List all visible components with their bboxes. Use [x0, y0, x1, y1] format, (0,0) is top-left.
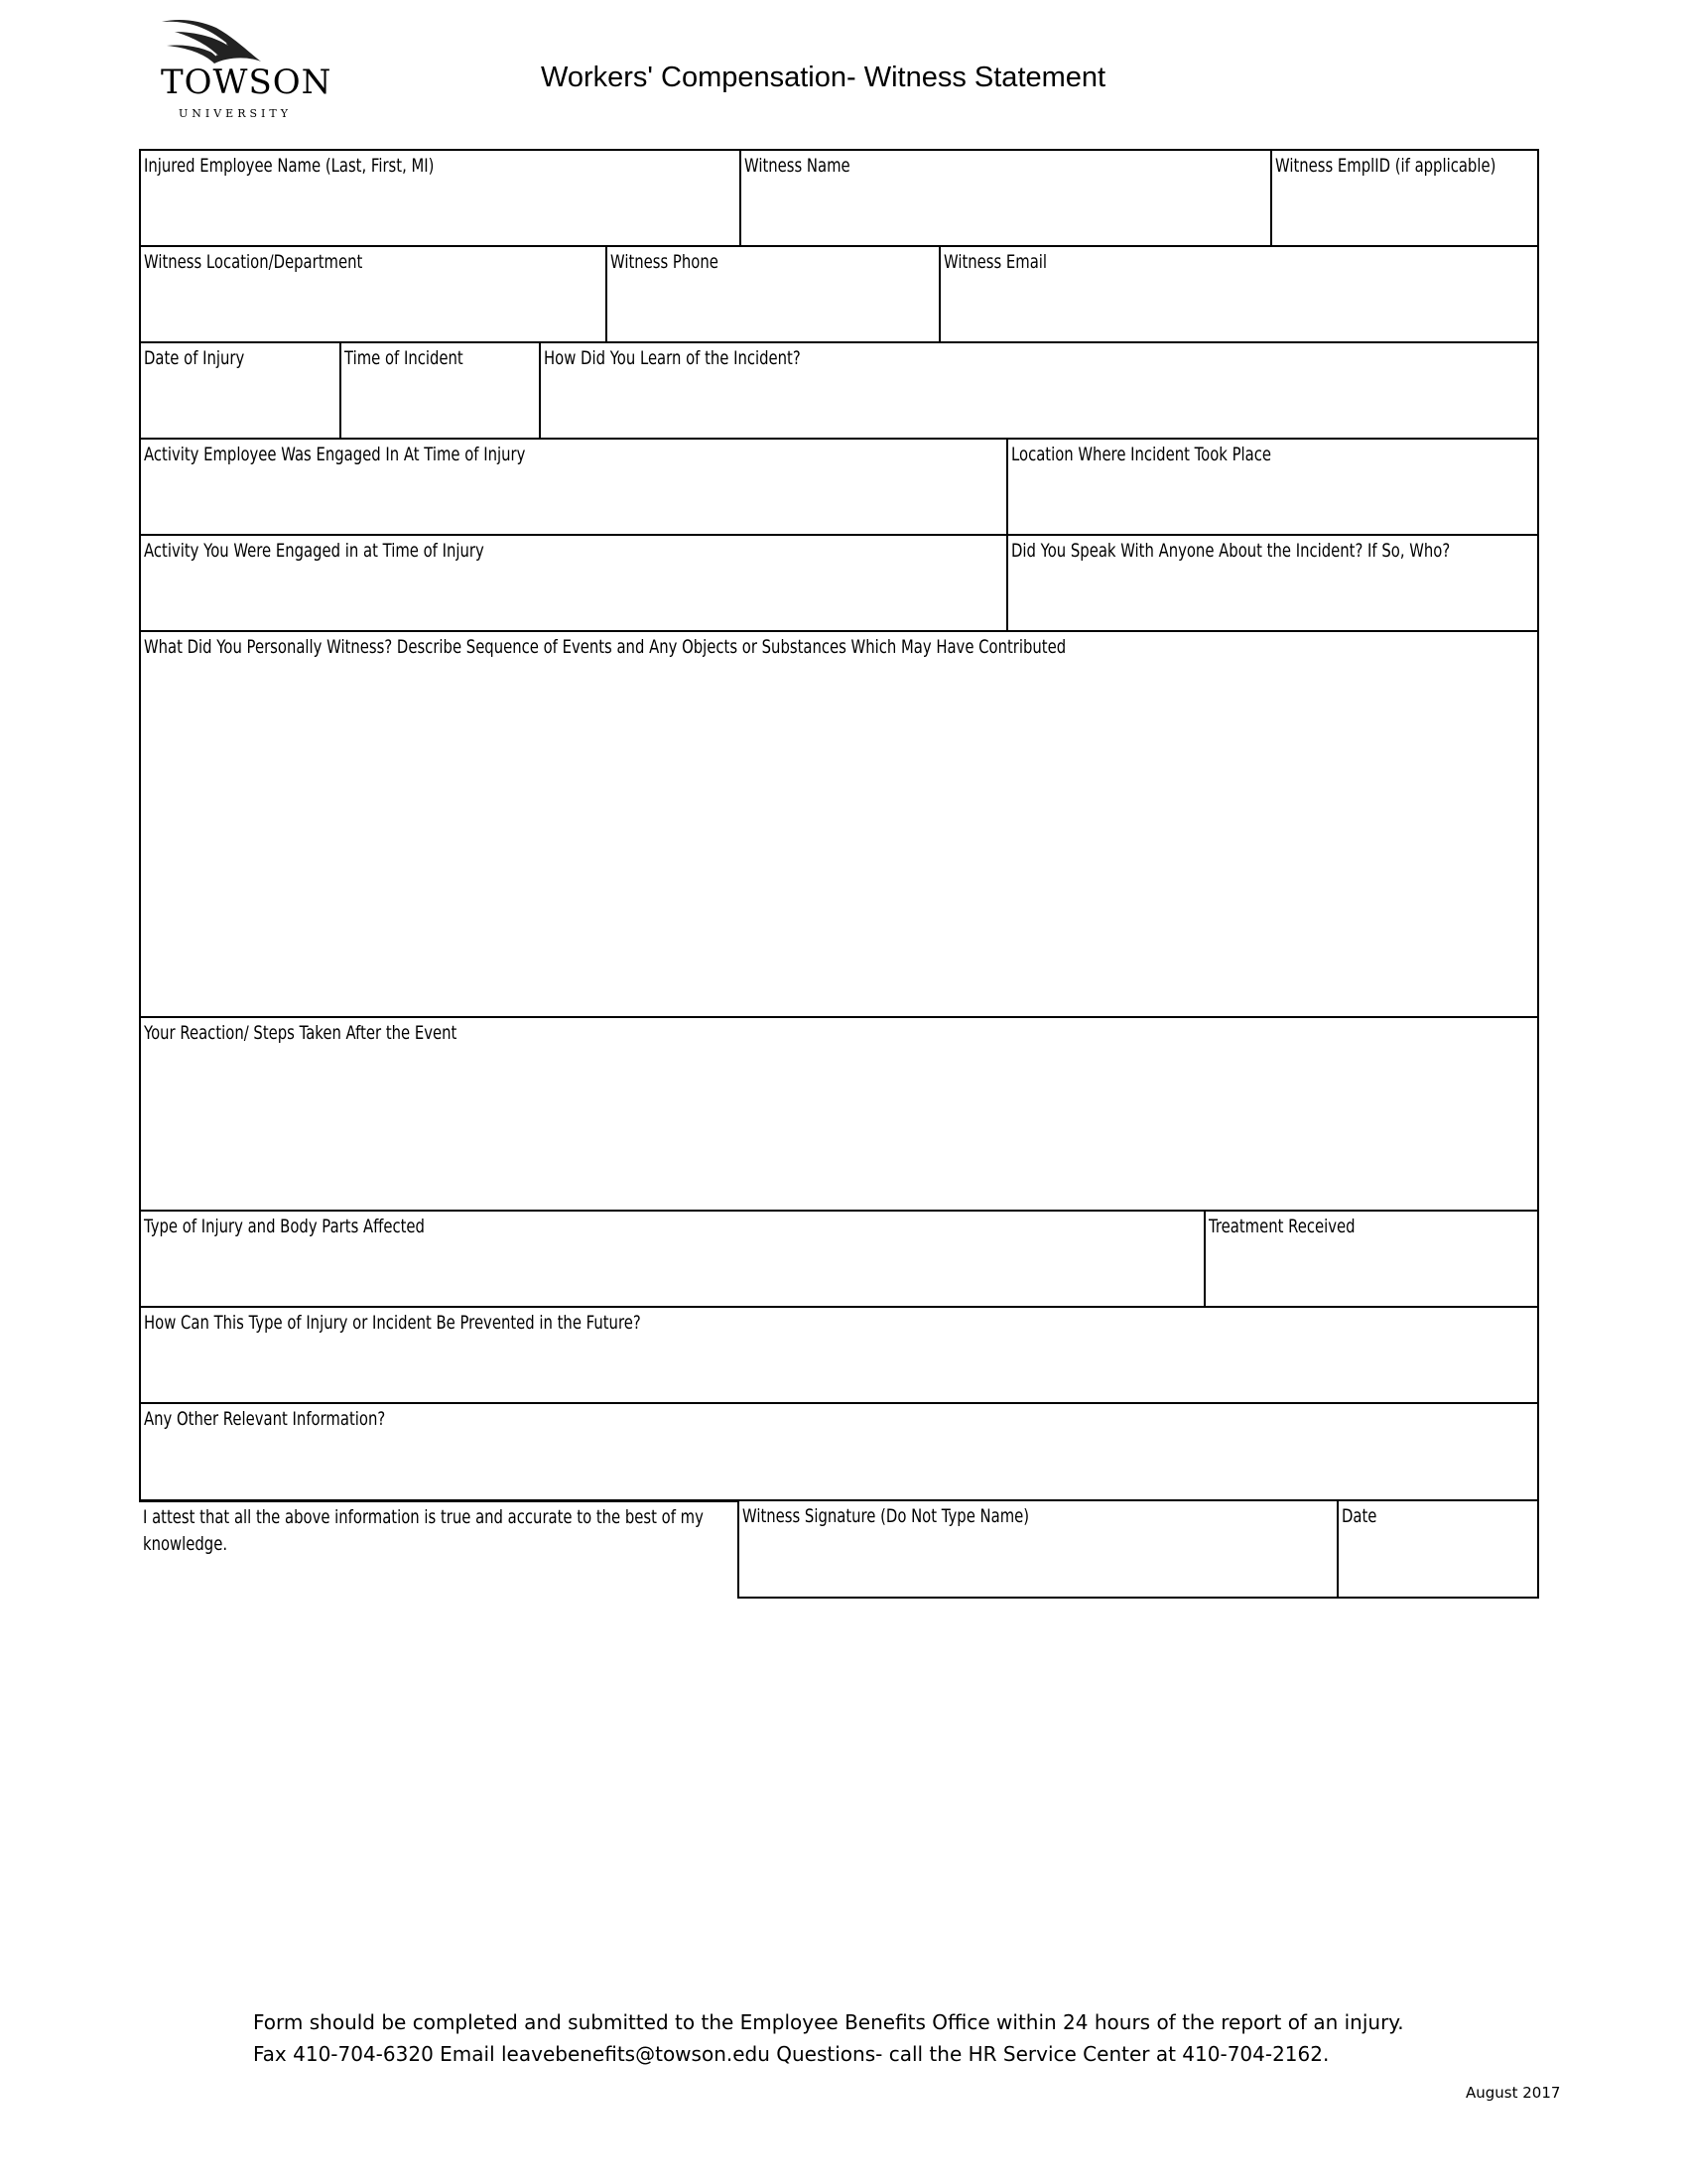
injury-type-label: Type of Injury and Body Parts Affected — [144, 1216, 425, 1237]
signature-date-label: Date — [1342, 1505, 1377, 1527]
submission-instructions — [253, 2006, 1444, 2070]
incident-location-field[interactable] — [1006, 438, 1539, 536]
date-of-injury-field[interactable] — [139, 341, 341, 440]
incident-location-label: Location Where Incident Took Place — [1011, 444, 1271, 465]
how-learned-label: How Did You Learn of the Incident? — [544, 347, 801, 369]
treatment-field[interactable] — [1204, 1210, 1539, 1308]
witness-statement-form — [139, 149, 1539, 1601]
document-title: Workers' Compensation- Witness Statement — [541, 62, 1106, 93]
injury-type-field[interactable] — [139, 1210, 1206, 1308]
witness-phone-field[interactable] — [605, 245, 941, 343]
logo-wordmark: TOWSON — [161, 63, 332, 102]
witness-signature-field[interactable] — [737, 1499, 1339, 1599]
witness-location-field[interactable] — [139, 245, 607, 343]
towson-logo — [149, 18, 332, 125]
personally-witnessed-field[interactable] — [139, 630, 1539, 1018]
witness-emplid-field[interactable] — [1270, 149, 1539, 247]
spoke-with-field[interactable] — [1006, 534, 1539, 632]
witness-name-field[interactable] — [739, 149, 1272, 247]
spoke-with-label: Did You Speak With Anyone About the Incident? If So, Who? — [1011, 540, 1451, 562]
treatment-label: Treatment Received — [1209, 1216, 1356, 1237]
witness-email-field[interactable] — [939, 245, 1539, 343]
injured-employee-name-field[interactable] — [139, 149, 741, 247]
attestation-text: I attest that all the above information is true and accurate to the best of my knowledge. — [143, 1506, 704, 1555]
witness-email-label: Witness Email — [944, 251, 1048, 273]
prevention-field[interactable] — [139, 1306, 1539, 1404]
reaction-field[interactable] — [139, 1016, 1539, 1212]
your-activity-label: Activity You Were Engaged in at Time of Injury — [144, 540, 484, 562]
witness-name-label: Witness Name — [744, 155, 850, 177]
witness-emplid-label: Witness EmplID (if applicable) — [1275, 155, 1496, 177]
how-learned-field[interactable] — [539, 341, 1539, 440]
footer-line-2: Fax 410-704-6320 Email leavebenefits@towson.edu Questions- call the HR Service Center at 410-704-2162. — [253, 2042, 1330, 2066]
attestation-block — [139, 1500, 739, 1600]
footer-line-1: Form should be completed and submitted to the Employee Benefits Office within 24 hours of the report of an injury. — [253, 2010, 1404, 2034]
time-of-incident-label: Time of Incident — [344, 347, 463, 369]
time-of-incident-field[interactable] — [339, 341, 541, 440]
date-of-injury-label: Date of Injury — [144, 347, 245, 369]
other-info-label: Any Other Relevant Information? — [144, 1408, 386, 1430]
injured-employee-name-label: Injured Employee Name (Last, First, MI) — [144, 155, 435, 177]
employee-activity-field[interactable] — [139, 438, 1008, 536]
reaction-label: Your Reaction/ Steps Taken After the Event — [144, 1022, 457, 1044]
employee-activity-label: Activity Employee Was Engaged In At Time of Injury — [144, 444, 526, 465]
your-activity-field[interactable] — [139, 534, 1008, 632]
witness-location-label: Witness Location/Department — [144, 251, 363, 273]
personally-witnessed-label: What Did You Personally Witness? Describe Sequence of Events and Any Objects or Substances Which May Have Contributed — [144, 636, 1067, 658]
prevention-label: How Can This Type of Injury or Incident Be Prevented in the Future? — [144, 1312, 641, 1334]
signature-date-field[interactable] — [1337, 1499, 1539, 1599]
other-info-field[interactable] — [139, 1402, 1539, 1501]
witness-signature-label: Witness Signature (Do Not Type Name) — [742, 1505, 1030, 1527]
tiger-eye-icon — [157, 18, 266, 67]
revision-date: August 2017 — [1466, 2084, 1561, 2102]
witness-phone-label: Witness Phone — [610, 251, 718, 273]
logo-subtitle: UNIVERSITY — [179, 107, 292, 120]
